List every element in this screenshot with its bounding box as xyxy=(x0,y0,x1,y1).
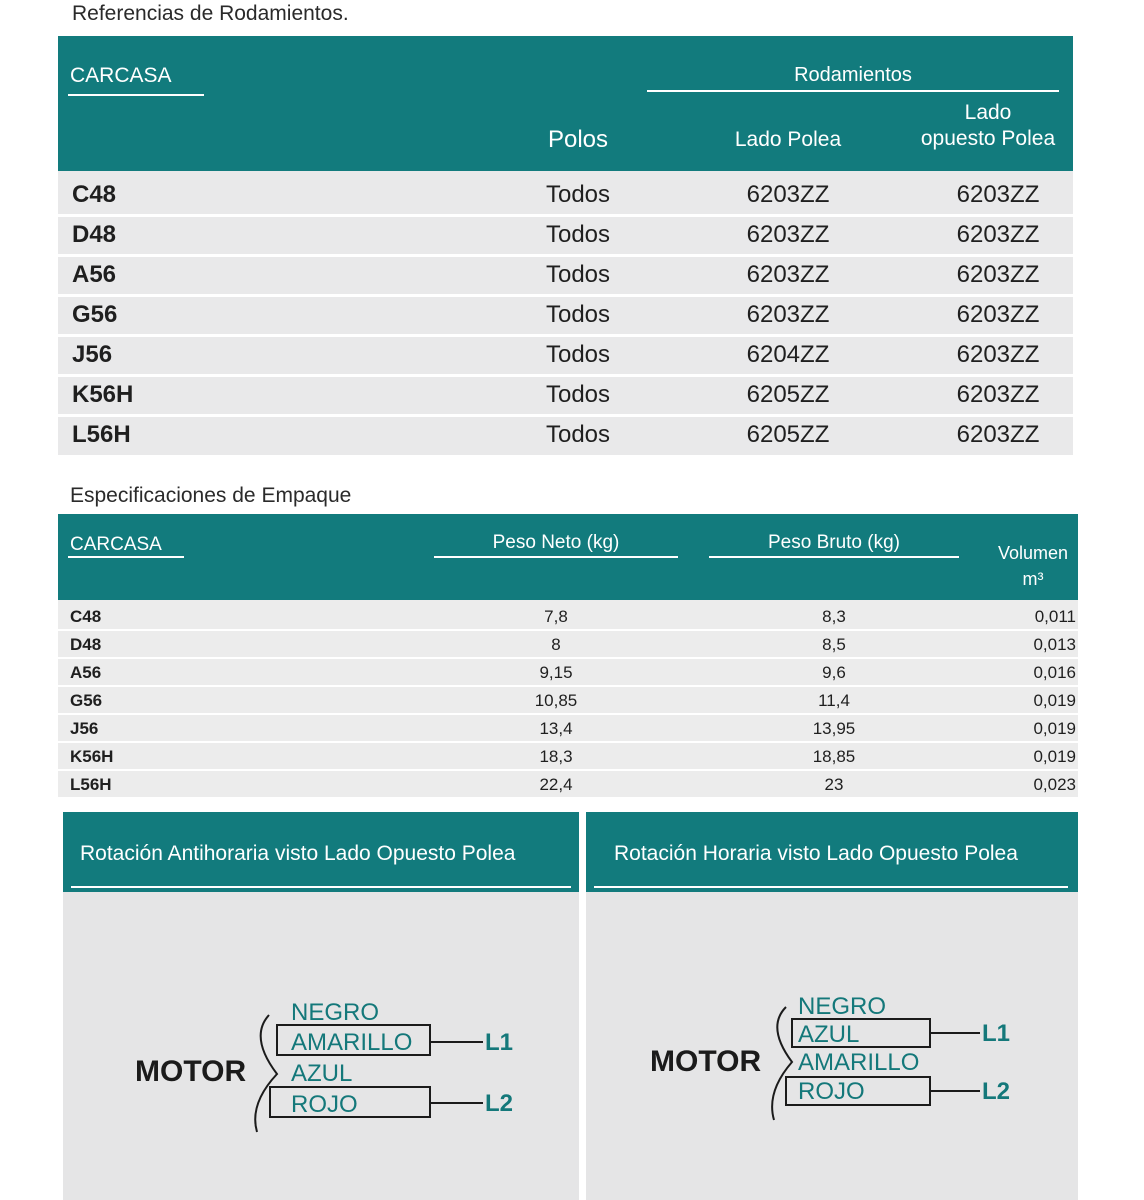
table-row xyxy=(58,255,1073,295)
header-lado-polea: Lado Polea xyxy=(734,128,842,151)
table-row xyxy=(58,295,1073,335)
wire-label: AMARILLO xyxy=(291,1029,413,1056)
cell-lado-polea: 6204ZZ xyxy=(746,341,830,368)
cell-volumen: 0,023 xyxy=(1033,775,1076,794)
table-row xyxy=(58,658,1078,686)
table-row xyxy=(58,602,1078,630)
cell-lado-polea: 6203ZZ xyxy=(746,301,830,328)
header-volumen-label: Volumen xyxy=(997,543,1069,563)
cell-carcasa: C48 xyxy=(70,607,102,626)
wire-label: AMARILLO xyxy=(798,1049,920,1076)
packaging-table xyxy=(58,514,1078,797)
cell-polos: Todos xyxy=(545,181,611,208)
bearings-table xyxy=(58,36,1073,455)
table-row xyxy=(58,686,1078,714)
table-row xyxy=(58,175,1073,215)
cell-peso-bruto: 18,85 xyxy=(812,747,856,766)
header-volumen xyxy=(988,540,1078,592)
header-polos: Polos xyxy=(547,126,609,153)
bracket xyxy=(255,1015,277,1132)
l2-label: L2 xyxy=(485,1090,514,1117)
cell-carcasa: G56 xyxy=(72,301,118,328)
bearings-title: Referencias de Rodamientos. xyxy=(72,2,349,25)
header-peso-bruto: Peso Bruto (kg) xyxy=(768,532,900,553)
cell-lado-opuesto: 6203ZZ xyxy=(956,261,1040,288)
cell-polos: Todos xyxy=(545,381,611,408)
header-carcasa: CARCASA xyxy=(70,64,172,87)
cell-lado-polea: 6205ZZ xyxy=(746,381,830,408)
cell-polos: Todos xyxy=(545,261,611,288)
header-carcasa-underline xyxy=(68,556,184,558)
cell-peso-neto: 22,4 xyxy=(539,775,573,794)
cell-lado-polea: 6203ZZ xyxy=(746,221,830,248)
cell-peso-bruto: 9,6 xyxy=(822,663,846,682)
cell-peso-bruto: 8,5 xyxy=(822,635,846,654)
cell-peso-neto: 18,3 xyxy=(539,747,573,766)
cell-lado-opuesto: 6203ZZ xyxy=(956,301,1040,328)
header-rodamientos: Rodamientos xyxy=(794,64,912,86)
table-row xyxy=(58,770,1078,798)
cell-carcasa: K56H xyxy=(70,747,114,766)
motor-label: MOTOR xyxy=(135,1055,247,1088)
header-volumen-unit: m³ xyxy=(1022,569,1044,589)
wire-label: ROJO xyxy=(798,1078,865,1105)
wire-label: NEGRO xyxy=(291,999,380,1026)
cell-peso-neto: 7,8 xyxy=(544,607,568,626)
header-carcasa: CARCASA xyxy=(70,534,162,555)
cell-lado-opuesto: 6203ZZ xyxy=(956,221,1040,248)
table-row xyxy=(58,714,1078,742)
table-row xyxy=(58,375,1073,415)
table-row xyxy=(58,215,1073,255)
cell-peso-neto: 10,85 xyxy=(534,691,578,710)
l2-label: L2 xyxy=(982,1078,1011,1105)
cell-carcasa: K56H xyxy=(72,381,134,408)
cell-peso-bruto: 8,3 xyxy=(822,607,846,626)
cell-volumen: 0,013 xyxy=(1033,635,1076,654)
cell-peso-bruto: 23 xyxy=(824,775,844,794)
cell-lado-polea: 6203ZZ xyxy=(746,261,830,288)
header-carcasa-underline xyxy=(68,94,204,96)
table-row xyxy=(58,630,1078,658)
rotation-ccw-panel xyxy=(63,812,579,1200)
cell-carcasa: L56H xyxy=(72,421,131,448)
header-lado-opuesto xyxy=(898,100,1078,152)
cell-volumen: 0,011 xyxy=(1034,607,1076,626)
cell-polos: Todos xyxy=(545,421,611,448)
cell-carcasa: C48 xyxy=(72,181,117,208)
cell-carcasa: A56 xyxy=(72,261,117,288)
cell-carcasa: D48 xyxy=(70,635,102,654)
header-lado-opuesto-line2: opuesto Polea xyxy=(920,127,1056,150)
rotation-ccw-title: Rotación Antihoraria visto Lado Opuesto Polea xyxy=(80,842,516,865)
cell-carcasa: G56 xyxy=(70,691,103,710)
header-rodamientos-underline xyxy=(647,90,1059,92)
table-row xyxy=(58,335,1073,375)
l1-label: L1 xyxy=(982,1020,1011,1047)
header-peso-neto-underline xyxy=(434,556,678,558)
wire-label: NEGRO xyxy=(798,993,887,1020)
cell-polos: Todos xyxy=(545,221,611,248)
cell-carcasa: A56 xyxy=(70,663,102,682)
table-row xyxy=(58,415,1073,455)
cell-volumen: 0,016 xyxy=(1033,663,1076,682)
cell-lado-opuesto: 6203ZZ xyxy=(956,341,1040,368)
wire-label: ROJO xyxy=(291,1091,358,1118)
rotation-cw-title: Rotación Horaria visto Lado Opuesto Polea xyxy=(614,842,1018,865)
wire-label: AZUL xyxy=(798,1021,860,1048)
cell-carcasa: L56H xyxy=(70,775,112,794)
header-lado-opuesto-line1: Lado xyxy=(964,101,1012,124)
cell-polos: Todos xyxy=(545,301,611,328)
cell-peso-neto: 13,4 xyxy=(539,719,573,738)
cell-lado-polea: 6205ZZ xyxy=(746,421,830,448)
table-row xyxy=(58,742,1078,770)
l1-label: L1 xyxy=(485,1029,514,1056)
cell-lado-opuesto: 6203ZZ xyxy=(956,181,1040,208)
cell-peso-neto: 9,15 xyxy=(539,663,573,682)
cell-volumen: 0,019 xyxy=(1033,719,1076,738)
cell-carcasa: J56 xyxy=(70,719,99,738)
cell-carcasa: D48 xyxy=(72,221,117,248)
rotation-cw-panel xyxy=(586,812,1078,1200)
bracket xyxy=(772,1007,792,1120)
motor-label: MOTOR xyxy=(650,1045,762,1078)
packaging-table-header xyxy=(58,514,1078,600)
cell-lado-opuesto: 6203ZZ xyxy=(956,421,1040,448)
cell-volumen: 0,019 xyxy=(1033,691,1076,710)
cell-peso-neto: 8 xyxy=(551,635,561,654)
packaging-title: Especificaciones de Empaque xyxy=(70,484,352,507)
cell-peso-bruto: 11,4 xyxy=(818,691,850,710)
cell-polos: Todos xyxy=(545,341,611,368)
cell-volumen: 0,019 xyxy=(1033,747,1076,766)
bearings-table-header xyxy=(58,36,1073,171)
header-peso-bruto-underline xyxy=(709,556,959,558)
cell-peso-bruto: 13,95 xyxy=(812,719,856,738)
cell-lado-opuesto: 6203ZZ xyxy=(956,381,1040,408)
cell-lado-polea: 6203ZZ xyxy=(746,181,830,208)
wire-label: AZUL xyxy=(291,1060,353,1087)
cell-carcasa: J56 xyxy=(72,341,113,368)
header-peso-neto: Peso Neto (kg) xyxy=(492,532,620,553)
